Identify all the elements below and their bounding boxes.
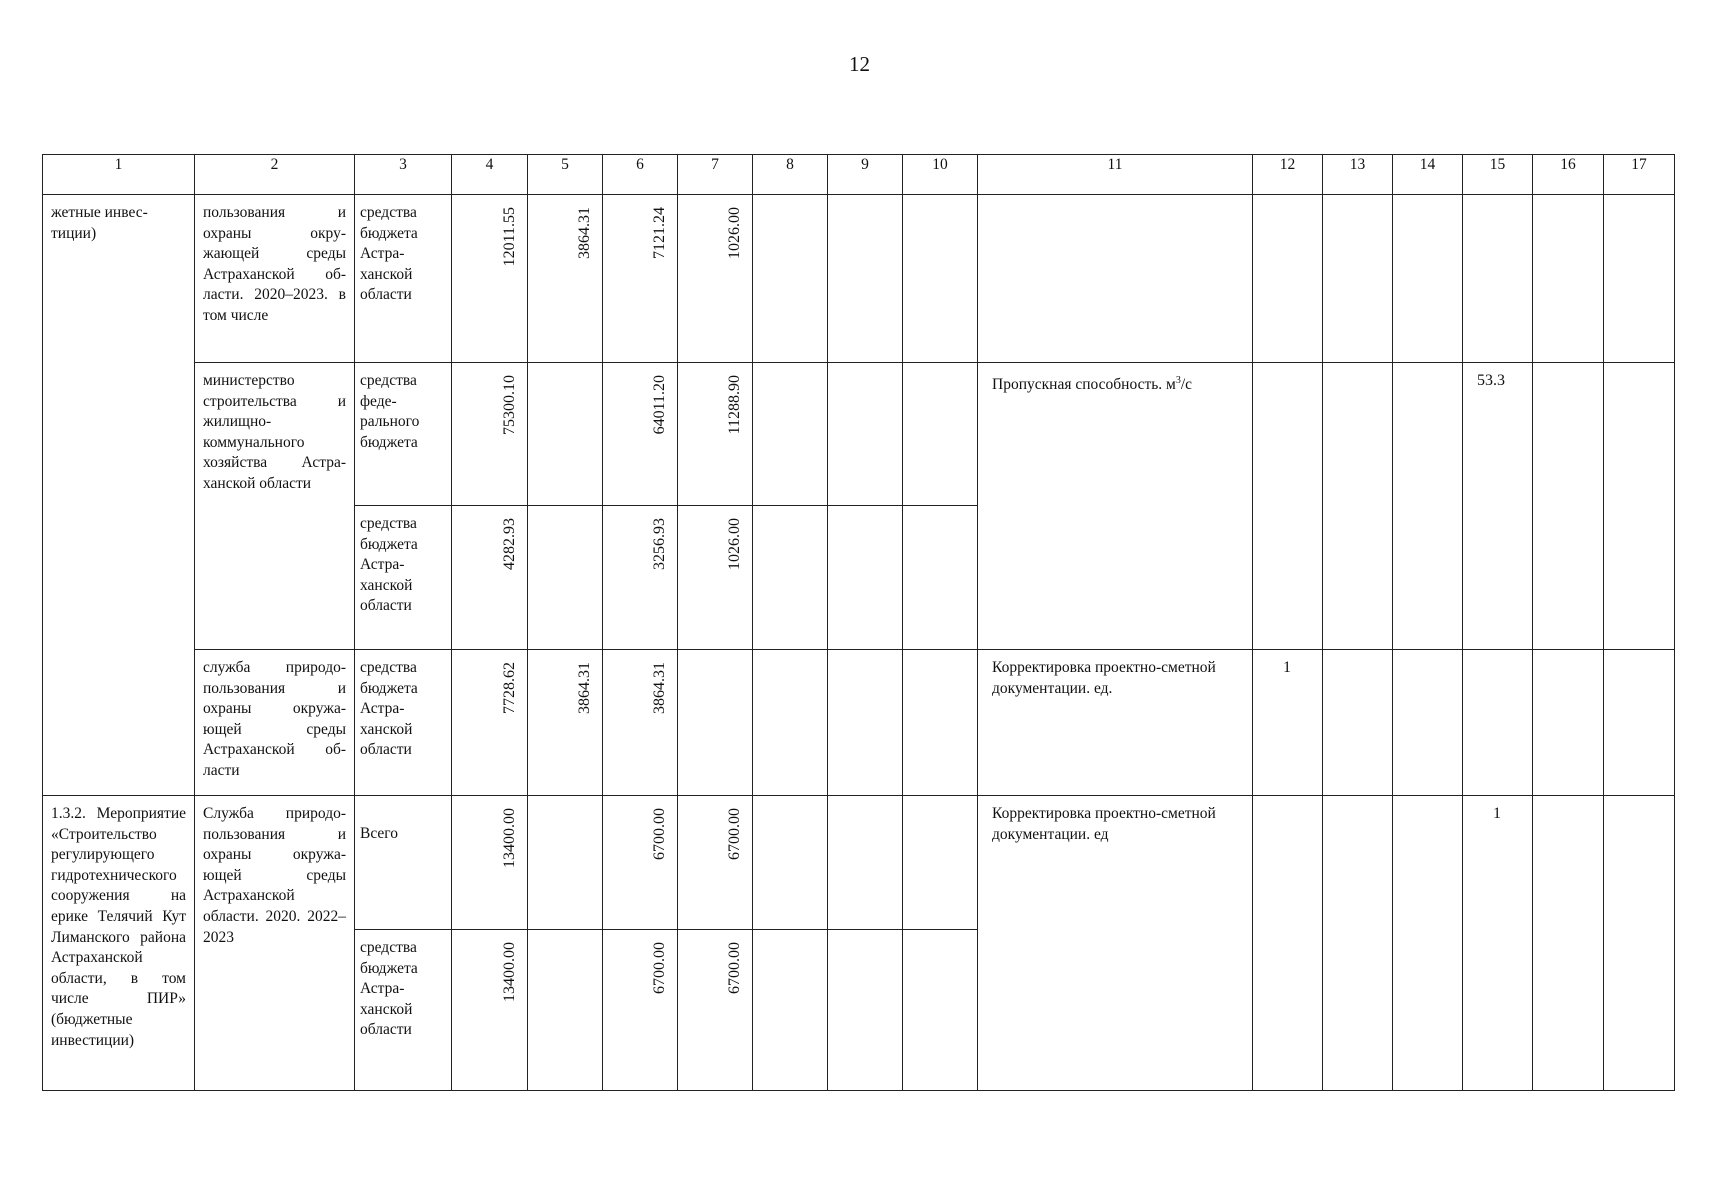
header-cell: 6 — [603, 155, 678, 195]
empty-cell — [1393, 650, 1463, 796]
amount-total-cell: 13400.00 — [452, 796, 528, 930]
amount-cell: 7121.24 — [603, 195, 678, 363]
header-cell: 13 — [1323, 155, 1393, 195]
header-cell: 16 — [1533, 155, 1604, 195]
header-cell: 17 — [1604, 155, 1675, 195]
empty-cell — [903, 650, 978, 796]
amount-total-cell: 12011.55 — [452, 195, 528, 363]
header-cell: 1 — [43, 155, 195, 195]
empty-cell — [1323, 796, 1393, 1091]
amount-total-cell: 13400.00 — [452, 930, 528, 1091]
empty-cell — [1463, 195, 1533, 363]
target-value-cell: 1 — [1463, 796, 1533, 1091]
header-cell: 9 — [828, 155, 903, 195]
table-row — [43, 796, 1675, 930]
header-cell: 4 — [452, 155, 528, 195]
header-cell: 11 — [978, 155, 1253, 195]
empty-cell — [753, 930, 828, 1091]
amount-cell: 6700.00 — [603, 796, 678, 930]
empty-cell — [753, 195, 828, 363]
amount-cell: 1026.00 — [678, 506, 753, 650]
amount-cell: 3864.31 — [528, 650, 603, 796]
amount-cell: 3864.31 — [528, 195, 603, 363]
empty-cell — [1533, 796, 1604, 1091]
target-value-cell: 1 — [1253, 650, 1323, 796]
empty-cell — [1533, 363, 1604, 650]
header-cell: 2 — [195, 155, 355, 195]
empty-cell — [753, 506, 828, 650]
empty-cell — [903, 506, 978, 650]
empty-cell — [1604, 195, 1675, 363]
empty-cell — [828, 195, 903, 363]
amount-cell: 1026.00 — [678, 195, 753, 363]
amount-cell: 6700.00 — [678, 930, 753, 1091]
empty-cell — [753, 363, 828, 506]
empty-cell — [828, 363, 903, 506]
executor-cell: Служба природо-пользования и охраны окружа-ющей среды Астраханской области. 2020. 2022–2023 — [195, 796, 355, 1091]
indicator-text: Пропускная способность. м — [992, 376, 1176, 394]
empty-cell — [903, 930, 978, 1091]
header-cell: 10 — [903, 155, 978, 195]
empty-cell — [1463, 650, 1533, 796]
empty-cell — [753, 650, 828, 796]
empty-cell — [1323, 363, 1393, 650]
program-table — [42, 154, 1675, 1091]
empty-cell — [903, 363, 978, 506]
activity-cell: жетные инвес-тиции) — [43, 195, 195, 796]
empty-cell — [903, 796, 978, 930]
amount-total-cell: 4282.93 — [452, 506, 528, 650]
empty-cell — [1323, 650, 1393, 796]
empty-cell — [753, 796, 828, 930]
amount-cell: 6700.00 — [603, 930, 678, 1091]
indicator-cell: Корректировка проектно-сметной документации. ед. — [978, 650, 1253, 796]
amount-total-cell: 75300.10 — [452, 363, 528, 506]
indicator-cell: Корректировка проектно-сметной документации. ед — [978, 796, 1253, 1091]
executor-cell: министерство строительства и жилищно-коммунального хозяйства Астра-ханской области — [195, 363, 355, 650]
empty-cell — [828, 506, 903, 650]
funding-source-cell: средства бюджета Астра-ханской области — [355, 195, 452, 363]
funding-source-cell: Всего — [355, 796, 452, 930]
empty-cell — [678, 650, 753, 796]
activity-cell: 1.3.2. Мероприятие «Строительство регулирующего гидротехнического сооружения на ерике Телячий Кут Лиманского района Астраханской области, в том числе ПИР» (бюджетные инвестиции) — [43, 796, 195, 1091]
empty-cell — [903, 195, 978, 363]
indicator-cell: Пропускная способность. $м^3/с$ — [978, 363, 1253, 650]
header-cell: 15 — [1463, 155, 1533, 195]
empty-cell — [1604, 363, 1675, 650]
empty-cell — [528, 506, 603, 650]
amount-cell: 11288.90 — [678, 363, 753, 506]
table-row — [43, 195, 1675, 363]
header-cell: 5 — [528, 155, 603, 195]
executor-cell: пользования и охраны окру-жающей среды Астраханской об-ласти. 2020–2023. в том числе — [195, 195, 355, 363]
empty-cell — [1533, 650, 1604, 796]
empty-cell — [1604, 650, 1675, 796]
funding-source-cell: средства бюджета Астра-ханской области — [355, 506, 452, 650]
empty-cell — [528, 363, 603, 506]
header-cell: 8 — [753, 155, 828, 195]
header-row — [43, 155, 1675, 195]
empty-cell — [828, 930, 903, 1091]
funding-source-cell: средства бюджета Астра-ханской области — [355, 930, 452, 1091]
header-cell: 12 — [1253, 155, 1323, 195]
empty-cell — [1393, 796, 1463, 1091]
empty-cell — [1533, 195, 1604, 363]
empty-cell — [1604, 796, 1675, 1091]
amount-cell: 64011.20 — [603, 363, 678, 506]
empty-cell — [828, 650, 903, 796]
page-number: 12 — [849, 52, 870, 76]
empty-cell — [1253, 796, 1323, 1091]
empty-cell — [1393, 195, 1463, 363]
target-value-cell: 53.3 — [1463, 363, 1533, 650]
empty-cell — [1393, 363, 1463, 650]
header-cell: 14 — [1393, 155, 1463, 195]
amount-cell: 6700.00 — [678, 796, 753, 930]
empty-cell — [528, 796, 603, 930]
executor-cell: служба природо-пользования и охраны окружа-ющей среды Астраханской об-ласти — [195, 650, 355, 796]
indicator-cell — [978, 195, 1253, 363]
funding-source-cell: средства бюджета Астра-ханской области — [355, 650, 452, 796]
header-cell: 7 — [678, 155, 753, 195]
empty-cell — [1253, 195, 1323, 363]
empty-cell — [828, 796, 903, 930]
funding-source-cell: средства феде-рального бюджета — [355, 363, 452, 506]
table-row — [43, 650, 1675, 796]
amount-cell: 3256.93 — [603, 506, 678, 650]
amount-cell: 3864.31 — [603, 650, 678, 796]
table-row — [43, 363, 1675, 506]
empty-cell — [1323, 195, 1393, 363]
header-cell: 3 — [355, 155, 452, 195]
amount-total-cell: 7728.62 — [452, 650, 528, 796]
empty-cell — [1253, 363, 1323, 650]
empty-cell — [528, 930, 603, 1091]
